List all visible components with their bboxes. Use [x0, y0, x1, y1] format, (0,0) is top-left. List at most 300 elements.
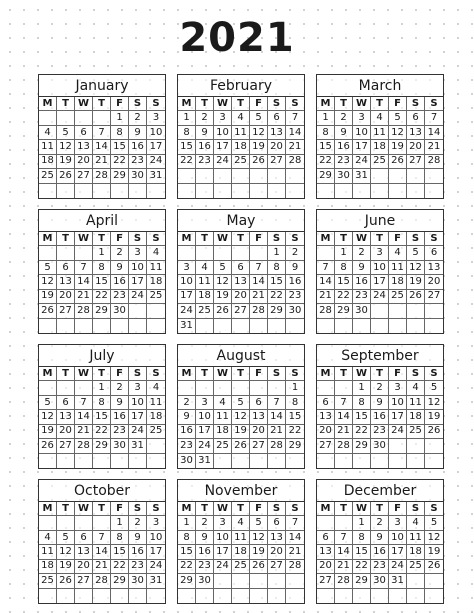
- weekday-header: T: [93, 367, 111, 381]
- month-name: September: [317, 345, 443, 367]
- empty-day-cell: [178, 184, 196, 198]
- empty-day-cell: [286, 319, 304, 333]
- day-cell: 17: [129, 275, 147, 289]
- day-cell: 10: [129, 396, 147, 410]
- day-cell: 6: [75, 126, 93, 140]
- day-cell: 5: [389, 111, 407, 125]
- weekday-header: S: [407, 232, 425, 246]
- day-cell: 2: [178, 396, 196, 410]
- day-cell: 31: [178, 319, 196, 333]
- day-cell: 20: [232, 290, 250, 304]
- weekday-header: M: [178, 232, 196, 246]
- empty-day-cell: [75, 589, 93, 603]
- day-cell: 5: [39, 261, 57, 275]
- day-cell: 5: [250, 111, 268, 125]
- day-cell: 1: [353, 381, 371, 395]
- day-cell: 11: [232, 531, 250, 545]
- weekday-header: F: [389, 232, 407, 246]
- day-cell: 23: [129, 155, 147, 169]
- day-cell: 21: [286, 545, 304, 559]
- empty-day-cell: [93, 111, 111, 125]
- day-cell: 30: [371, 574, 389, 588]
- day-cell: 29: [268, 304, 286, 318]
- weekday-header: F: [250, 367, 268, 381]
- day-cell: 23: [335, 155, 353, 169]
- day-cell: 12: [389, 126, 407, 140]
- weekday-header: S: [129, 97, 147, 111]
- empty-day-cell: [250, 454, 268, 468]
- month-name: April: [39, 210, 165, 232]
- day-cell: 15: [178, 545, 196, 559]
- day-cell: 11: [389, 261, 407, 275]
- day-cell: 23: [286, 290, 304, 304]
- day-cell: 6: [317, 396, 335, 410]
- day-cell: 29: [93, 439, 111, 453]
- day-cell: 6: [317, 531, 335, 545]
- day-cell: 27: [75, 574, 93, 588]
- weekday-header: M: [317, 367, 335, 381]
- day-cell: 2: [129, 111, 147, 125]
- weekday-header: T: [57, 502, 75, 516]
- day-cell: 7: [335, 531, 353, 545]
- day-cell: 22: [111, 155, 129, 169]
- day-cell: 30: [111, 304, 129, 318]
- day-cell: 5: [39, 396, 57, 410]
- empty-day-cell: [39, 516, 57, 530]
- month-day-grid: [178, 502, 304, 603]
- day-cell: 20: [317, 425, 335, 439]
- day-cell: 16: [286, 275, 304, 289]
- day-cell: 9: [111, 396, 129, 410]
- month-day-grid: [317, 502, 443, 603]
- day-cell: 26: [57, 169, 75, 183]
- empty-day-cell: [178, 169, 196, 183]
- day-cell: 17: [147, 140, 165, 154]
- day-cell: 10: [129, 261, 147, 275]
- day-cell: 10: [147, 126, 165, 140]
- day-cell: 24: [353, 155, 371, 169]
- month-block-september: [316, 344, 444, 469]
- empty-day-cell: [214, 319, 232, 333]
- day-cell: 10: [214, 531, 232, 545]
- empty-day-cell: [353, 589, 371, 603]
- day-cell: 22: [268, 290, 286, 304]
- day-cell: 23: [111, 290, 129, 304]
- day-cell: 24: [371, 290, 389, 304]
- day-cell: 14: [75, 275, 93, 289]
- day-cell: 4: [196, 261, 214, 275]
- empty-day-cell: [178, 246, 196, 260]
- month-day-grid: [178, 232, 304, 333]
- empty-day-cell: [39, 111, 57, 125]
- empty-day-cell: [147, 184, 165, 198]
- empty-day-cell: [335, 184, 353, 198]
- weekday-header: W: [214, 97, 232, 111]
- day-cell: 12: [407, 261, 425, 275]
- day-cell: 8: [317, 126, 335, 140]
- day-cell: 2: [335, 111, 353, 125]
- empty-day-cell: [39, 319, 57, 333]
- month-name: October: [39, 480, 165, 502]
- page-title: 2021: [179, 15, 295, 61]
- day-cell: 14: [93, 545, 111, 559]
- weekday-header: M: [39, 367, 57, 381]
- day-cell: 20: [250, 425, 268, 439]
- day-cell: 21: [317, 290, 335, 304]
- empty-day-cell: [371, 589, 389, 603]
- empty-day-cell: [75, 454, 93, 468]
- day-cell: 3: [196, 396, 214, 410]
- day-cell: 3: [178, 261, 196, 275]
- day-cell: 28: [425, 155, 443, 169]
- day-cell: 14: [425, 126, 443, 140]
- day-cell: 1: [335, 246, 353, 260]
- day-cell: 1: [317, 111, 335, 125]
- empty-day-cell: [250, 574, 268, 588]
- day-cell: 22: [111, 560, 129, 574]
- day-cell: 6: [57, 396, 75, 410]
- empty-day-cell: [335, 454, 353, 468]
- empty-day-cell: [268, 454, 286, 468]
- day-cell: 4: [389, 246, 407, 260]
- empty-day-cell: [129, 304, 147, 318]
- empty-day-cell: [57, 111, 75, 125]
- empty-day-cell: [75, 516, 93, 530]
- day-cell: 30: [371, 439, 389, 453]
- day-cell: 18: [232, 545, 250, 559]
- empty-day-cell: [335, 516, 353, 530]
- empty-day-cell: [232, 454, 250, 468]
- empty-day-cell: [335, 589, 353, 603]
- day-cell: 16: [111, 410, 129, 424]
- year-calendar-grid: [38, 74, 444, 604]
- day-cell: 2: [129, 516, 147, 530]
- day-cell: 1: [111, 516, 129, 530]
- day-cell: 25: [232, 155, 250, 169]
- day-cell: 22: [353, 425, 371, 439]
- empty-day-cell: [147, 304, 165, 318]
- day-cell: 8: [268, 261, 286, 275]
- day-cell: 15: [111, 545, 129, 559]
- month-day-grid: [39, 97, 165, 198]
- empty-day-cell: [286, 589, 304, 603]
- empty-day-cell: [250, 381, 268, 395]
- month-block-june: [316, 209, 444, 334]
- day-cell: 4: [147, 381, 165, 395]
- day-cell: 29: [353, 574, 371, 588]
- day-cell: 27: [250, 439, 268, 453]
- month-name: November: [178, 480, 304, 502]
- day-cell: 27: [232, 304, 250, 318]
- day-cell: 12: [39, 410, 57, 424]
- empty-day-cell: [389, 304, 407, 318]
- day-cell: 10: [389, 396, 407, 410]
- empty-day-cell: [75, 184, 93, 198]
- day-cell: 7: [93, 531, 111, 545]
- day-cell: 29: [111, 574, 129, 588]
- empty-day-cell: [232, 574, 250, 588]
- day-cell: 18: [232, 140, 250, 154]
- weekday-header: M: [317, 502, 335, 516]
- day-cell: 8: [178, 531, 196, 545]
- day-cell: 4: [147, 246, 165, 260]
- day-cell: 26: [407, 290, 425, 304]
- day-cell: 16: [178, 425, 196, 439]
- weekday-header: S: [407, 97, 425, 111]
- day-cell: 24: [147, 155, 165, 169]
- day-cell: 27: [268, 560, 286, 574]
- day-cell: 10: [371, 261, 389, 275]
- day-cell: 16: [196, 140, 214, 154]
- day-cell: 17: [147, 545, 165, 559]
- month-name: August: [178, 345, 304, 367]
- day-cell: 27: [407, 155, 425, 169]
- empty-day-cell: [147, 589, 165, 603]
- day-cell: 21: [250, 290, 268, 304]
- day-cell: 22: [286, 425, 304, 439]
- day-cell: 16: [196, 545, 214, 559]
- day-cell: 12: [250, 126, 268, 140]
- weekday-header: S: [425, 502, 443, 516]
- day-cell: 18: [407, 545, 425, 559]
- day-cell: 18: [214, 425, 232, 439]
- day-cell: 7: [268, 396, 286, 410]
- day-cell: 1: [178, 516, 196, 530]
- month-name: July: [39, 345, 165, 367]
- day-cell: 28: [286, 560, 304, 574]
- empty-day-cell: [196, 381, 214, 395]
- day-cell: 4: [214, 396, 232, 410]
- day-cell: 31: [196, 454, 214, 468]
- day-cell: 28: [268, 439, 286, 453]
- day-cell: 13: [75, 140, 93, 154]
- empty-day-cell: [214, 184, 232, 198]
- month-day-grid: [178, 367, 304, 468]
- day-cell: 11: [39, 140, 57, 154]
- day-cell: 15: [111, 140, 129, 154]
- empty-day-cell: [286, 169, 304, 183]
- empty-day-cell: [93, 516, 111, 530]
- day-cell: 17: [214, 545, 232, 559]
- day-cell: 4: [407, 381, 425, 395]
- day-cell: 5: [407, 246, 425, 260]
- day-cell: 23: [129, 560, 147, 574]
- day-cell: 8: [353, 531, 371, 545]
- empty-day-cell: [57, 246, 75, 260]
- day-cell: 4: [407, 516, 425, 530]
- empty-day-cell: [353, 319, 371, 333]
- empty-day-cell: [389, 169, 407, 183]
- empty-day-cell: [93, 319, 111, 333]
- month-name: February: [178, 75, 304, 97]
- empty-day-cell: [147, 319, 165, 333]
- day-cell: 23: [111, 425, 129, 439]
- weekday-header: T: [371, 367, 389, 381]
- day-cell: 8: [93, 396, 111, 410]
- empty-day-cell: [407, 169, 425, 183]
- day-cell: 26: [250, 560, 268, 574]
- day-cell: 28: [286, 155, 304, 169]
- day-cell: 30: [353, 304, 371, 318]
- day-cell: 2: [371, 516, 389, 530]
- day-cell: 22: [353, 560, 371, 574]
- day-cell: 3: [389, 516, 407, 530]
- weekday-header: S: [268, 97, 286, 111]
- day-cell: 13: [268, 531, 286, 545]
- weekday-header: T: [93, 232, 111, 246]
- weekday-header: T: [93, 502, 111, 516]
- day-cell: 7: [317, 261, 335, 275]
- day-cell: 19: [39, 425, 57, 439]
- empty-day-cell: [425, 184, 443, 198]
- day-cell: 6: [425, 246, 443, 260]
- empty-day-cell: [129, 454, 147, 468]
- day-cell: 23: [178, 439, 196, 453]
- day-cell: 23: [371, 560, 389, 574]
- day-cell: 24: [214, 560, 232, 574]
- empty-day-cell: [317, 319, 335, 333]
- weekday-header: S: [129, 502, 147, 516]
- day-cell: 19: [389, 140, 407, 154]
- day-cell: 12: [425, 396, 443, 410]
- empty-day-cell: [353, 454, 371, 468]
- day-cell: 1: [178, 111, 196, 125]
- day-cell: 11: [407, 531, 425, 545]
- weekday-header: T: [93, 97, 111, 111]
- day-cell: 17: [353, 140, 371, 154]
- day-cell: 20: [75, 560, 93, 574]
- empty-day-cell: [407, 574, 425, 588]
- empty-day-cell: [214, 454, 232, 468]
- day-cell: 19: [425, 410, 443, 424]
- empty-day-cell: [39, 246, 57, 260]
- day-cell: 5: [425, 381, 443, 395]
- day-cell: 13: [407, 126, 425, 140]
- empty-day-cell: [111, 589, 129, 603]
- day-cell: 8: [353, 396, 371, 410]
- day-cell: 26: [214, 304, 232, 318]
- day-cell: 20: [268, 140, 286, 154]
- weekday-header: T: [196, 367, 214, 381]
- month-block-july: [38, 344, 166, 469]
- day-cell: 15: [178, 140, 196, 154]
- day-cell: 11: [371, 126, 389, 140]
- day-cell: 22: [335, 290, 353, 304]
- day-cell: 25: [407, 560, 425, 574]
- day-cell: 7: [93, 126, 111, 140]
- empty-day-cell: [353, 184, 371, 198]
- month-name: May: [178, 210, 304, 232]
- day-cell: 3: [214, 111, 232, 125]
- day-cell: 11: [214, 410, 232, 424]
- day-cell: 6: [57, 261, 75, 275]
- day-cell: 10: [389, 531, 407, 545]
- day-cell: 19: [250, 545, 268, 559]
- day-cell: 9: [371, 531, 389, 545]
- day-cell: 22: [317, 155, 335, 169]
- day-cell: 1: [93, 246, 111, 260]
- day-cell: 12: [214, 275, 232, 289]
- day-cell: 14: [75, 410, 93, 424]
- weekday-header: F: [250, 502, 268, 516]
- empty-day-cell: [389, 589, 407, 603]
- day-cell: 6: [250, 396, 268, 410]
- empty-day-cell: [196, 184, 214, 198]
- empty-day-cell: [371, 304, 389, 318]
- weekday-header: F: [250, 232, 268, 246]
- day-cell: 23: [371, 425, 389, 439]
- day-cell: 19: [250, 140, 268, 154]
- day-cell: 20: [57, 425, 75, 439]
- day-cell: 17: [371, 275, 389, 289]
- weekday-header: W: [353, 502, 371, 516]
- month-block-november: [177, 479, 305, 604]
- month-day-grid: [39, 367, 165, 468]
- empty-day-cell: [178, 589, 196, 603]
- weekday-header: S: [268, 502, 286, 516]
- empty-day-cell: [389, 454, 407, 468]
- empty-day-cell: [335, 381, 353, 395]
- day-cell: 20: [317, 560, 335, 574]
- day-cell: 9: [371, 396, 389, 410]
- day-cell: 25: [39, 574, 57, 588]
- empty-day-cell: [111, 319, 129, 333]
- weekday-header: T: [335, 367, 353, 381]
- day-cell: 11: [196, 275, 214, 289]
- day-cell: 13: [57, 275, 75, 289]
- day-cell: 20: [75, 155, 93, 169]
- day-cell: 9: [335, 126, 353, 140]
- empty-day-cell: [57, 454, 75, 468]
- empty-day-cell: [214, 246, 232, 260]
- month-day-grid: [178, 97, 304, 198]
- weekday-header: M: [178, 367, 196, 381]
- empty-day-cell: [389, 184, 407, 198]
- empty-day-cell: [317, 246, 335, 260]
- empty-day-cell: [111, 184, 129, 198]
- day-cell: 2: [371, 381, 389, 395]
- weekday-header: S: [425, 232, 443, 246]
- day-cell: 19: [425, 545, 443, 559]
- day-cell: 19: [214, 290, 232, 304]
- day-cell: 8: [111, 126, 129, 140]
- day-cell: 23: [196, 155, 214, 169]
- day-cell: 29: [286, 439, 304, 453]
- day-cell: 24: [129, 290, 147, 304]
- empty-day-cell: [232, 169, 250, 183]
- day-cell: 14: [286, 531, 304, 545]
- day-cell: 26: [425, 425, 443, 439]
- day-cell: 9: [286, 261, 304, 275]
- day-cell: 14: [317, 275, 335, 289]
- weekday-header: S: [425, 367, 443, 381]
- weekday-header: S: [268, 367, 286, 381]
- day-cell: 2: [196, 516, 214, 530]
- day-cell: 29: [178, 574, 196, 588]
- day-cell: 26: [250, 155, 268, 169]
- day-cell: 27: [317, 574, 335, 588]
- day-cell: 27: [57, 304, 75, 318]
- day-cell: 15: [93, 410, 111, 424]
- empty-day-cell: [407, 589, 425, 603]
- day-cell: 21: [75, 290, 93, 304]
- empty-day-cell: [268, 184, 286, 198]
- day-cell: 18: [371, 140, 389, 154]
- day-cell: 28: [75, 304, 93, 318]
- day-cell: 28: [250, 304, 268, 318]
- day-cell: 24: [129, 425, 147, 439]
- empty-day-cell: [214, 574, 232, 588]
